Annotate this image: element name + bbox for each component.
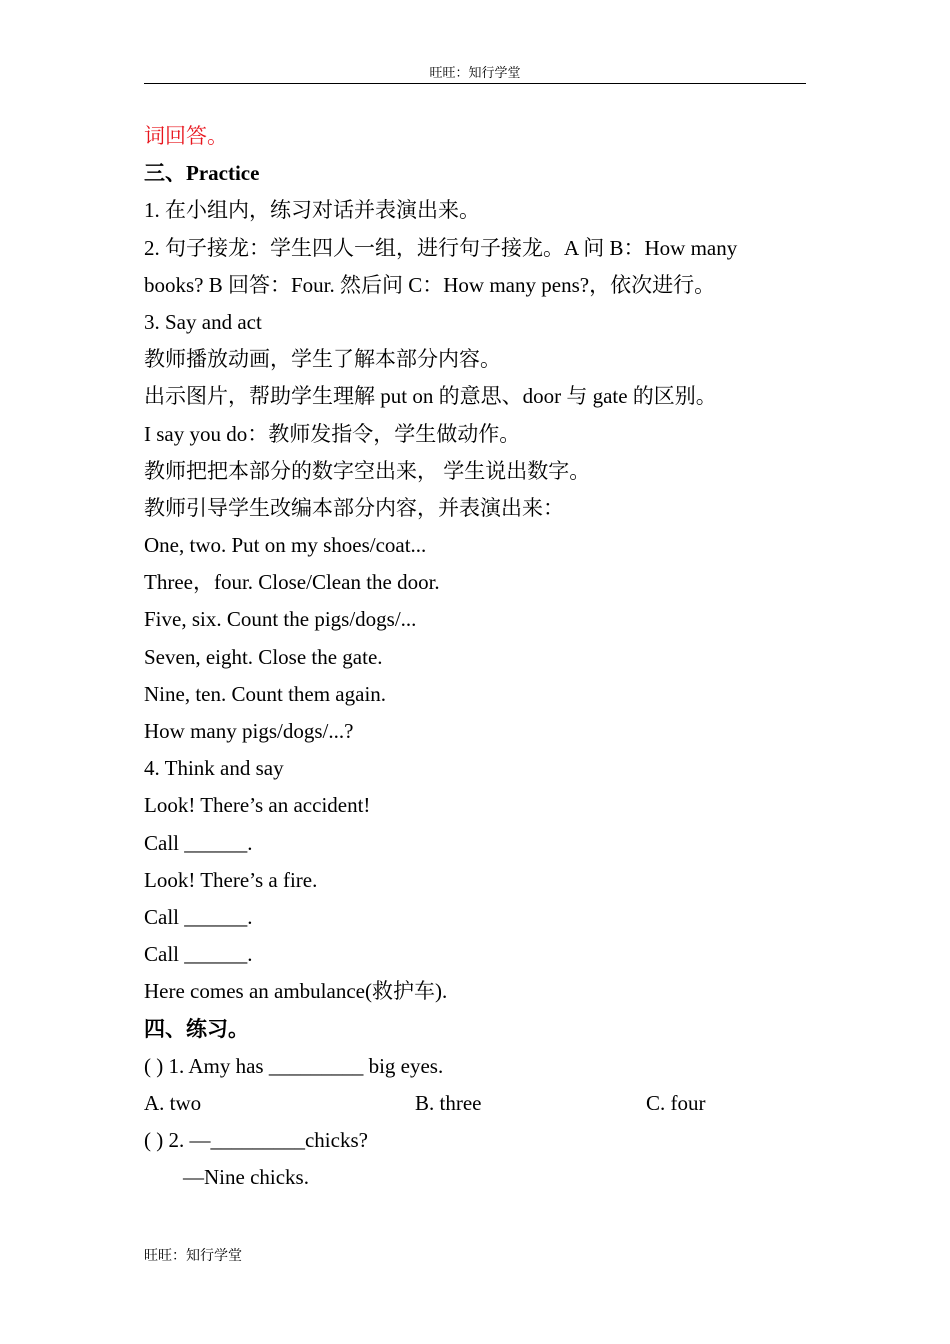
text-line: Call ______. — [144, 904, 253, 929]
option-b: B. three — [415, 1090, 482, 1115]
option-a: A. two — [144, 1090, 202, 1115]
text-line: books? B 回答：Four. 然后问 C：How many pens?，依次进行。 — [144, 272, 716, 297]
section-heading-practice: 三、Practice — [144, 161, 260, 186]
question-2: ( ) 2. —_________chicks? — [144, 1128, 368, 1153]
text-line: 词回答。 — [144, 124, 228, 148]
text-line: 1. 在小组内，练习对话并表演出来。 — [144, 198, 480, 223]
text-line: 教师引导学生改编本部分内容，并表演出来： — [144, 495, 564, 520]
text-line: 3. Say and act — [144, 309, 262, 334]
text-line: 4. Think and say — [144, 756, 284, 781]
text-line: Three，four. Close/Clean the door. — [144, 570, 440, 595]
page-header: 旺旺：知行学堂 — [429, 65, 521, 80]
question-1-options — [144, 1085, 806, 1122]
text-line: One, two. Put on my shoes/coat... — [144, 533, 427, 558]
header-divider — [144, 83, 806, 84]
text-line: 教师播放动画，学生了解本部分内容。 — [144, 347, 501, 372]
page-footer: 旺旺：知行学堂 — [144, 1249, 242, 1264]
text-line: 出示图片，帮助学生理解 put on 的意思、door 与 gate 的区别。 — [144, 384, 717, 409]
text-line: Call ______. — [144, 830, 253, 855]
text-line: Look! There’s a fire. — [144, 867, 318, 892]
option-c: C. four — [646, 1090, 706, 1115]
text-line: Nine, ten. Count them again. — [144, 681, 387, 706]
text-line: 2. 句子接龙：学生四人一组，进行句子接龙。A 问 B：How many — [144, 235, 738, 260]
text-line: I say you do：教师发指令，学生做动作。 — [144, 421, 521, 446]
document-body — [144, 118, 806, 1196]
question-2-answer: —Nine chicks. — [183, 1165, 309, 1190]
text-line: Call ______. — [144, 942, 253, 967]
question-1: ( ) 1. Amy has _________ big eyes. — [144, 1053, 444, 1078]
section-heading-exercises: 四、练习。 — [144, 1016, 249, 1041]
text-line: Five, six. Count the pigs/dogs/... — [144, 607, 417, 632]
text-line: Seven, eight. Close the gate. — [144, 644, 383, 669]
text-line: How many pigs/dogs/...? — [144, 719, 354, 743]
text-line: Look! There’s an accident! — [144, 793, 371, 818]
text-line: 教师把把本部分的数字空出来， 学生说出数字。 — [144, 458, 591, 483]
text-line: Here comes an ambulance(救护车). — [144, 979, 448, 1004]
